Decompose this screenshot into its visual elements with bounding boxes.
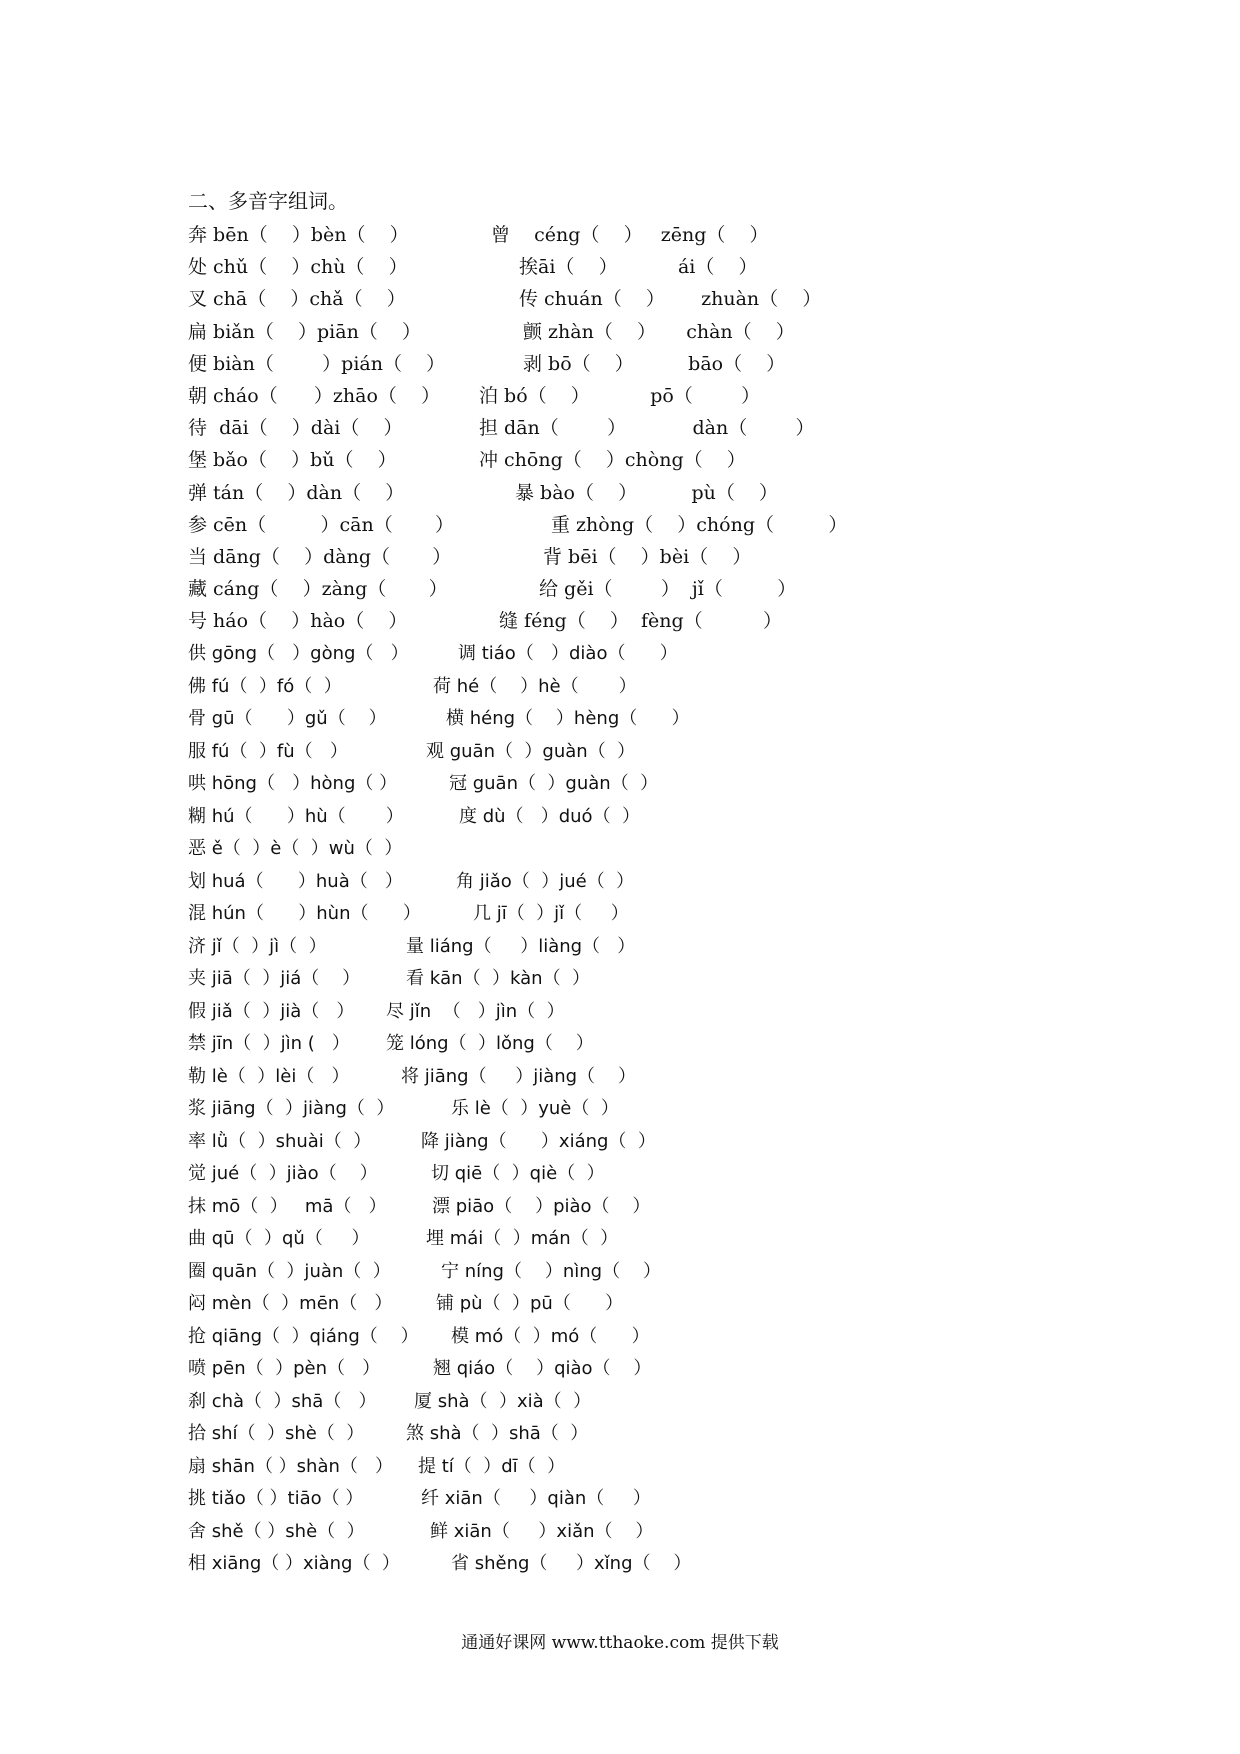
footer-credit: 通通好课网 www.tthaoke.com 提供下载 — [461, 1633, 779, 1653]
word-item-right: 省 shěng（ ）xǐng（ ） — [451, 1553, 692, 1574]
word-item-left: 扁 biǎn（ ）piān（ ） — [188, 320, 421, 343]
word-item-left: 奔 bēn（ ）bèn（ ） — [188, 224, 409, 246]
word-item-left: 舍 shě（ ）shè（ ） — [188, 1520, 365, 1542]
word-item-right: 厦 shà（ ）xià（ ） — [414, 1390, 592, 1412]
word-item-left: 率 lǜ（ ）shuài（ ） — [188, 1130, 372, 1152]
word-item-right: 几 jī（ ）jǐ（ ） — [473, 903, 629, 924]
word-item-left: 扇 shān（ ）shàn（ ） — [188, 1455, 394, 1477]
word-item-left: 弹 tán（ ）dàn（ ） — [188, 481, 405, 504]
word-item-right: 担 dān（ ） dàn（ ） — [479, 417, 815, 440]
word-item-left: 闷 mèn（ ）mēn（ ） — [188, 1293, 393, 1314]
word-item-right: 观 guān（ ）guàn（ ） — [426, 740, 636, 762]
word-item-right: 煞 shà（ ）shā（ ） — [406, 1423, 589, 1444]
word-item-left: 勒 lè（ ）lèi（ ） — [188, 1065, 350, 1087]
word-item-left: 假 jiǎ（ ）jià（ ） — [188, 1000, 355, 1022]
word-item-left: 供 gōng（ ）gòng（ ） — [188, 643, 409, 664]
word-item-right: 宁 níng（ ）nìng（ ） — [441, 1260, 661, 1282]
word-item-right: 切 qiē（ ）qiè（ ） — [431, 1163, 605, 1184]
word-item-left: 曲 qū（ ）qǔ（ ） — [188, 1228, 370, 1249]
word-item-left: 藏 cáng（ ）zàng（ ） — [188, 578, 448, 601]
word-item-right: 颤 zhàn（ ） chàn（ ） — [523, 320, 795, 343]
word-item-right: 泊 bó（ ） pō（ ） — [479, 385, 761, 407]
word-item-left: 刹 chà（ ）shā（ ） — [188, 1390, 377, 1412]
word-item-right: 横 héng（ ）hèng（ ） — [446, 708, 690, 729]
word-item-left: 抹 mō（ ） mā（ ） — [188, 1195, 387, 1217]
word-item-right: 挨āi（ ） ái（ ） — [519, 256, 758, 279]
word-item-right: 暴 bào（ ） pù（ ） — [515, 481, 779, 504]
word-item-right: 提 tí（ ）dī（ ） — [418, 1455, 566, 1477]
word-item-right: 鲜 xiān（ ）xiǎn（ ） — [430, 1520, 654, 1542]
word-item-left: 堡 bǎo（ ）bǔ（ ） — [188, 449, 397, 472]
word-item-right: 缝 féng（ ） fèng（ ） — [499, 610, 783, 633]
word-item-left: 混 hún（ ）hùn（ ） — [188, 903, 421, 924]
word-item-right: 降 jiàng（ ）xiáng（ ） — [421, 1130, 656, 1152]
word-item-right: 量 liáng（ ）liàng（ ） — [406, 935, 636, 957]
word-item-right: 看 kān（ ）kàn（ ） — [406, 968, 591, 989]
word-item-left: 便 biàn（ ）pián（ ） — [188, 352, 446, 375]
word-item-left: 处 chǔ（ ）chù（ ） — [188, 256, 408, 279]
word-item-left: 浆 jiāng（ ）jiàng（ ） — [188, 1098, 395, 1119]
word-item-left: 挑 tiǎo（ ）tiāo（ ） — [188, 1488, 364, 1509]
word-item-right: 纤 xiān（ ）qiàn（ ） — [421, 1488, 651, 1509]
word-item-left: 糊 hú（ ）hù（ ） — [188, 805, 404, 827]
word-item-left: 觉 jué（ ）jiào（ ） — [188, 1163, 378, 1184]
word-item-left: 禁 jīn（ ）jìn ( ） — [188, 1033, 350, 1054]
word-item-left: 抢 qiāng（ ）qiáng（ ） — [188, 1325, 419, 1347]
word-item-right: 尽 jǐn （ ）jìn（ ） — [386, 1000, 565, 1022]
word-item-right: 给 gěi（ ） jǐ（ ） — [539, 578, 797, 601]
word-item-right: 度 dù（ ）duó（ ） — [459, 805, 641, 827]
word-item-left: 号 háo（ ）hào（ ） — [188, 610, 408, 633]
word-item-left: 骨 gū（ ）gǔ（ ） — [188, 708, 387, 729]
word-item-left: 圈 quān（ ）juàn（ ） — [188, 1260, 391, 1282]
word-item-right: 背 bēi（ ）bèi（ ） — [543, 546, 752, 568]
word-item-right: 荷 hé（ ）hè（ ） — [433, 675, 637, 697]
word-item-left: 恶 ě（ ）è（ ）wù（ ） — [188, 838, 403, 859]
word-item-left: 朝 cháo（ ）zhāo（ ） — [188, 385, 441, 407]
word-item-right: 笼 lóng（ ）lǒng（ ） — [386, 1033, 594, 1054]
word-item-left: 拾 shí（ ）shè（ ） — [188, 1423, 365, 1444]
word-item-left: 喷 pēn（ ）pèn（ ） — [188, 1358, 381, 1379]
word-item-left: 相 xiāng（ ）xiàng（ ） — [188, 1553, 400, 1574]
word-item-right: 重 zhòng（ ）chóng（ ） — [551, 513, 848, 536]
word-item-left: 叉 chā（ ）chǎ（ ） — [188, 288, 406, 311]
word-item-right: 冲 chōng（ ）chòng（ ） — [479, 449, 746, 472]
word-item-left: 佛 fú（ ）fó（ ） — [188, 675, 342, 697]
word-item-left: 夹 jiā（ ）jiá（ ） — [188, 968, 361, 989]
word-item-left: 济 jǐ（ ）jì（ ） — [188, 935, 327, 957]
word-item-left: 服 fú（ ）fù（ ） — [188, 740, 348, 762]
word-item-right: 乐 lè（ ）yuè（ ） — [451, 1098, 619, 1119]
word-item-right: 翘 qiáo（ ）qiào（ ） — [433, 1358, 652, 1379]
word-item-right: 漂 piāo（ ）piào（ ） — [432, 1195, 651, 1217]
section-heading: 二、多音字组词。 — [188, 189, 348, 213]
word-item-right: 铺 pù（ ）pū（ ） — [436, 1293, 624, 1314]
word-item-left: 待 dāi（ ）dài（ ） — [188, 417, 403, 440]
word-item-right: 模 mó（ ）mó（ ） — [451, 1325, 650, 1347]
word-item-left: 划 huá（ ）huà（ ） — [188, 870, 403, 892]
word-item-left: 哄 hōng（ ）hòng（ ） — [188, 773, 398, 794]
word-item-right: 冠 guān（ ）guàn（ ） — [449, 773, 659, 794]
word-item-left: 参 cēn（ ）cān（ ） — [188, 513, 455, 536]
word-item-right: 曾 céng（ ） zēng（ ） — [491, 224, 769, 246]
word-item-right: 剥 bō（ ） bāo（ ） — [523, 352, 786, 375]
word-item-right: 埋 mái（ ）mán（ ） — [426, 1228, 619, 1249]
word-item-right: 传 chuán（ ） zhuàn（ ） — [519, 288, 822, 311]
word-item-right: 将 jiāng（ ）jiàng（ ） — [401, 1065, 636, 1087]
word-item-right: 角 jiǎo（ ）jué（ ） — [456, 870, 635, 892]
word-item-right: 调 tiáo（ ）diào（ ） — [458, 643, 678, 664]
word-item-left: 当 dāng（ ）dàng（ ） — [188, 546, 452, 568]
